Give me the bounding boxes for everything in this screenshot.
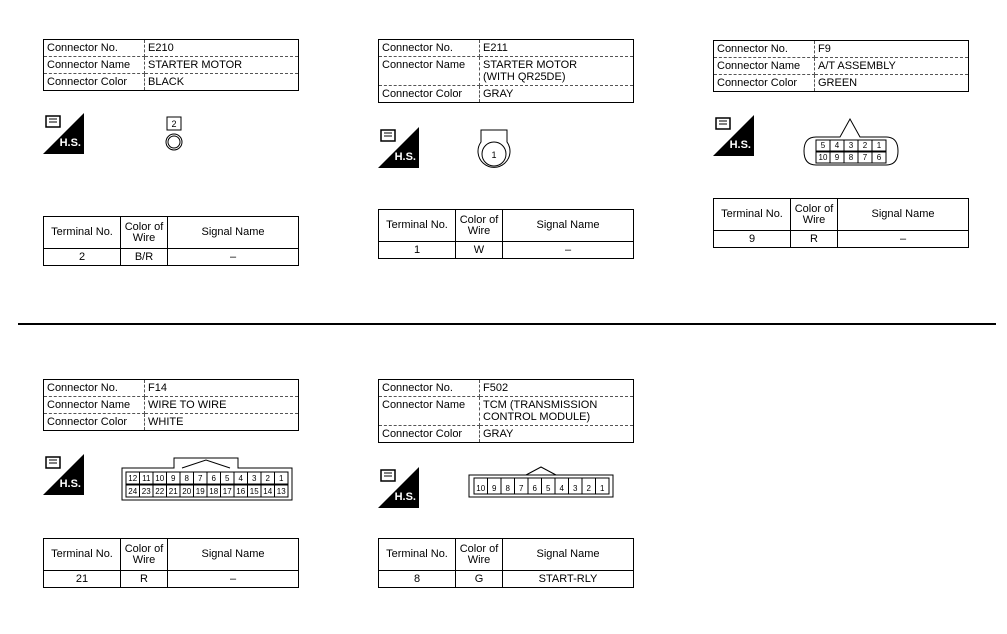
pin-label: 4 <box>559 484 564 493</box>
pin-label: 6 <box>532 484 537 493</box>
connector-face-f502 <box>466 463 616 499</box>
signal-name-header: Signal Name <box>168 539 299 571</box>
terminal-no-header: Terminal No. <box>44 539 121 571</box>
pin-label: 10 <box>818 153 828 162</box>
connector-name-label: Connector Name <box>44 57 145 74</box>
wire-color-cell: W <box>456 242 503 259</box>
pin-label: 3 <box>573 484 578 493</box>
harness-side-icon <box>43 454 84 495</box>
harness-side-icon <box>378 127 419 168</box>
pin-label: 1 <box>491 150 497 160</box>
wire-color-header: Color of Wire <box>121 217 168 249</box>
wire-color-cell: R <box>791 231 838 248</box>
signal-name-header: Signal Name <box>503 539 634 571</box>
connector-info-f9 <box>713 40 969 92</box>
connector-no-value: E210 <box>145 40 299 57</box>
pin-label: 1 <box>600 484 605 493</box>
signal-name-cell: – <box>168 571 299 588</box>
connector-info-e210 <box>43 39 299 91</box>
terminal-no-header: Terminal No. <box>714 199 791 231</box>
signal-name-cell: – <box>168 249 299 266</box>
pin-label: 3 <box>252 474 257 483</box>
pin-label: 14 <box>263 487 273 496</box>
pin-label: 4 <box>238 474 243 483</box>
terminal-table-f502 <box>378 538 634 588</box>
pin-label: 5 <box>225 474 230 483</box>
connector-color-label: Connector Color <box>714 75 815 92</box>
pin-label: 8 <box>505 484 510 493</box>
pin-label: 2 <box>171 119 177 129</box>
wire-color-header: Color of Wire <box>791 199 838 231</box>
hs-label: H.S. <box>394 491 416 503</box>
pin-label: 3 <box>848 141 854 150</box>
hs-label: H.S. <box>729 139 751 151</box>
connector-face-e210 <box>158 113 192 153</box>
connector-name-label: Connector Name <box>44 397 145 414</box>
pin-label: 7 <box>519 484 524 493</box>
pin-label: 8 <box>848 153 854 162</box>
pin-label: 6 <box>211 474 216 483</box>
terminal-no-header: Terminal No. <box>379 539 456 571</box>
terminal-no-cell: 2 <box>44 249 121 266</box>
wire-color-cell: G <box>456 571 503 588</box>
connector-no-label: Connector No. <box>44 380 145 397</box>
connector-face-f14 <box>118 454 298 502</box>
wire-color-header: Color of Wire <box>456 539 503 571</box>
connector-color-value: GRAY <box>480 426 634 443</box>
pin-label: 9 <box>492 484 497 493</box>
connector-no-value: F14 <box>145 380 299 397</box>
connector-info-f502 <box>378 379 634 443</box>
pin-label: 22 <box>155 487 165 496</box>
connector-info-f14 <box>43 379 299 431</box>
hs-label: H.S. <box>394 151 416 163</box>
pin-label: 20 <box>182 487 192 496</box>
terminal-table-e211 <box>378 209 634 259</box>
connector-face-f9 <box>798 113 904 171</box>
pin-label: 15 <box>249 487 259 496</box>
connector-no-value: F9 <box>815 41 969 58</box>
pin-label: 7 <box>862 153 868 162</box>
signal-name-header: Signal Name <box>168 217 299 249</box>
connector-color-label: Connector Color <box>379 426 480 443</box>
pin-label: 18 <box>209 487 219 496</box>
connector-name-value: STARTER MOTOR (WITH QR25DE) <box>480 57 634 86</box>
pin-label: 19 <box>195 487 205 496</box>
signal-name-header: Signal Name <box>838 199 969 231</box>
pin-label: 17 <box>222 487 232 496</box>
connector-no-value: F502 <box>480 380 634 397</box>
connector-color-value: WHITE <box>145 414 299 431</box>
pin-label: 2 <box>586 484 591 493</box>
pin-label: 12 <box>128 474 138 483</box>
terminal-table-e210 <box>43 216 299 266</box>
harness-side-icon <box>713 115 754 156</box>
terminal-no-cell: 8 <box>379 571 456 588</box>
connector-color-label: Connector Color <box>44 414 145 431</box>
connector-color-value: GRAY <box>480 86 634 103</box>
wire-color-header: Color of Wire <box>121 539 168 571</box>
pin-label: 7 <box>198 474 203 483</box>
connector-no-value: E211 <box>480 40 634 57</box>
pin-label: 6 <box>876 153 882 162</box>
terminal-table-f9 <box>713 198 969 248</box>
pin-label: 5 <box>546 484 551 493</box>
pin-label: 4 <box>834 141 840 150</box>
connector-face-e211 <box>470 126 520 178</box>
connector-color-value: GREEN <box>815 75 969 92</box>
connector-name-label: Connector Name <box>379 397 480 426</box>
terminal-table-f14 <box>43 538 299 588</box>
terminal-no-cell: 1 <box>379 242 456 259</box>
terminal-no-cell: 21 <box>44 571 121 588</box>
pin-label: 8 <box>184 474 189 483</box>
connector-color-label: Connector Color <box>379 86 480 103</box>
connector-name-value: TCM (TRANSMISSION CONTROL MODULE) <box>480 397 634 426</box>
connector-name-value: WIRE TO WIRE <box>145 397 299 414</box>
harness-side-icon <box>43 113 84 154</box>
hs-label: H.S. <box>59 478 81 490</box>
section-divider <box>18 323 996 325</box>
wire-color-header: Color of Wire <box>456 210 503 242</box>
signal-name-cell: START-RLY <box>503 571 634 588</box>
connector-no-label: Connector No. <box>379 40 480 57</box>
pin-label: 1 <box>279 474 284 483</box>
pin-label: 16 <box>236 487 246 496</box>
pin-label: 10 <box>155 474 165 483</box>
wire-color-cell: B/R <box>121 249 168 266</box>
terminal-no-cell: 9 <box>714 231 791 248</box>
connector-no-label: Connector No. <box>714 41 815 58</box>
pin-label: 13 <box>276 487 286 496</box>
terminal-no-header: Terminal No. <box>44 217 121 249</box>
pin-label: 10 <box>476 484 486 493</box>
pin-label: 23 <box>141 487 151 496</box>
signal-name-header: Signal Name <box>503 210 634 242</box>
wire-color-cell: R <box>121 571 168 588</box>
pin-label: 9 <box>834 153 840 162</box>
terminal-no-header: Terminal No. <box>379 210 456 242</box>
pin-label: 5 <box>820 141 826 150</box>
pin-label: 1 <box>876 141 882 150</box>
connector-no-label: Connector No. <box>379 380 480 397</box>
signal-name-cell: – <box>838 231 969 248</box>
pin-label: 2 <box>862 141 868 150</box>
pin-label: 2 <box>265 474 270 483</box>
connector-no-label: Connector No. <box>44 40 145 57</box>
connector-info-e211 <box>378 39 634 103</box>
connector-name-label: Connector Name <box>714 58 815 75</box>
connector-name-value: STARTER MOTOR <box>145 57 299 74</box>
connector-color-value: BLACK <box>145 74 299 91</box>
signal-name-cell: – <box>503 242 634 259</box>
pin-label: 21 <box>168 487 178 496</box>
pin-label: 11 <box>142 474 151 483</box>
pin-label: 24 <box>128 487 138 496</box>
connector-name-value: A/T ASSEMBLY <box>815 58 969 75</box>
connector-color-label: Connector Color <box>44 74 145 91</box>
pin-label: 9 <box>171 474 176 483</box>
hs-label: H.S. <box>59 137 81 149</box>
harness-side-icon <box>378 467 419 508</box>
connector-name-label: Connector Name <box>379 57 480 86</box>
